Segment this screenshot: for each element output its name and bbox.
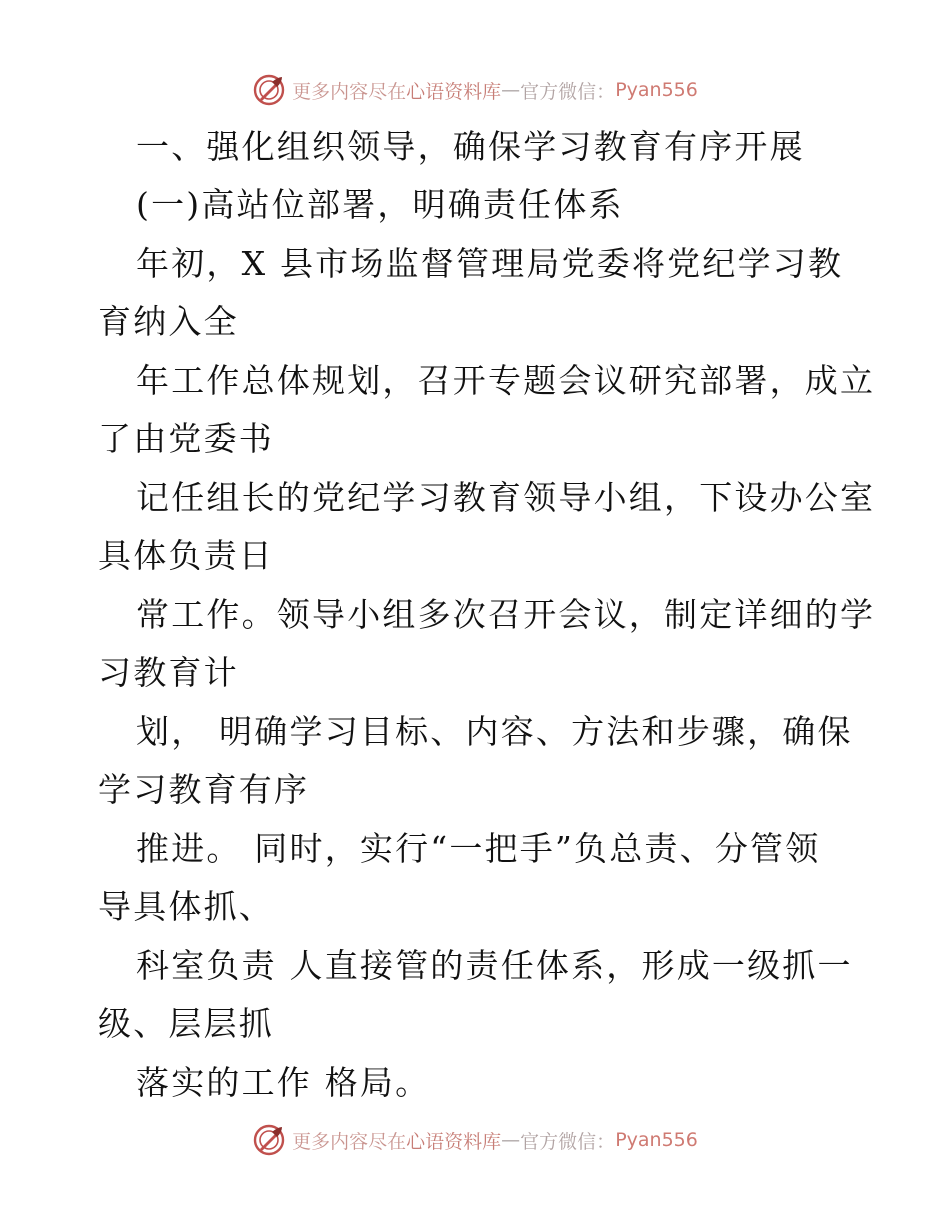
paragraph-line: 科室负责 人直接管的责任体系，形成一级抓一	[136, 946, 853, 985]
paragraph-line: 育纳入全	[98, 302, 239, 341]
paragraph-line: 学习教育有序	[98, 770, 310, 809]
paragraph-line: 习教育计	[98, 653, 239, 692]
watermark-prefix: 更多内容尽在	[292, 80, 407, 103]
paragraph-line: 常工作。领导小组多次召开会议，制定详细的学	[136, 595, 876, 634]
paragraph-line: 年工作总体规划，召开专题会议研究部署，成立	[136, 361, 876, 400]
watermark-separator: —	[501, 1129, 521, 1151]
paragraph-line: 具体负责日	[98, 536, 274, 575]
section-heading: 一、强化组织领导，确保学习教育有序开展	[136, 127, 805, 166]
watermark-wechat-label: 官方微信：	[520, 1130, 616, 1153]
watermark-wechat-label: 官方微信：	[520, 80, 616, 103]
paragraph-line: 推进。 同时，实行“一把手”负总责、分管领	[136, 829, 821, 868]
paragraph-line: 年初，X 县市场监督管理局党委将党纪学习教	[136, 244, 844, 283]
quill-seal-icon	[252, 73, 286, 107]
watermark-library: 心语资料库	[406, 1130, 502, 1153]
paragraph-line: 划， 明确学习目标、内容、方法和步骤，确保	[136, 712, 853, 751]
footer-watermark	[0, 1120, 950, 1160]
header-watermark	[0, 70, 950, 110]
paragraph-line: 级、层层抓	[98, 1004, 274, 1043]
watermark-wechat-id: Pyan556	[615, 1129, 698, 1151]
paragraph-line: 记任组长的党纪学习教育领导小组，下设办公室	[136, 478, 876, 517]
paragraph-line: 导具体抓、	[98, 887, 274, 926]
paragraph-line: 落实的工作 格局。	[136, 1063, 431, 1102]
quill-seal-icon	[252, 1123, 286, 1157]
watermark-library: 心语资料库	[406, 80, 502, 103]
watermark-prefix: 更多内容尽在	[292, 1130, 407, 1153]
paragraph-line: 了由党委书	[98, 419, 274, 458]
watermark-wechat-id: Pyan556	[615, 79, 698, 101]
watermark-separator: —	[501, 79, 521, 101]
subsection-heading: (一)高站位部署，明确责任体系	[136, 185, 624, 224]
